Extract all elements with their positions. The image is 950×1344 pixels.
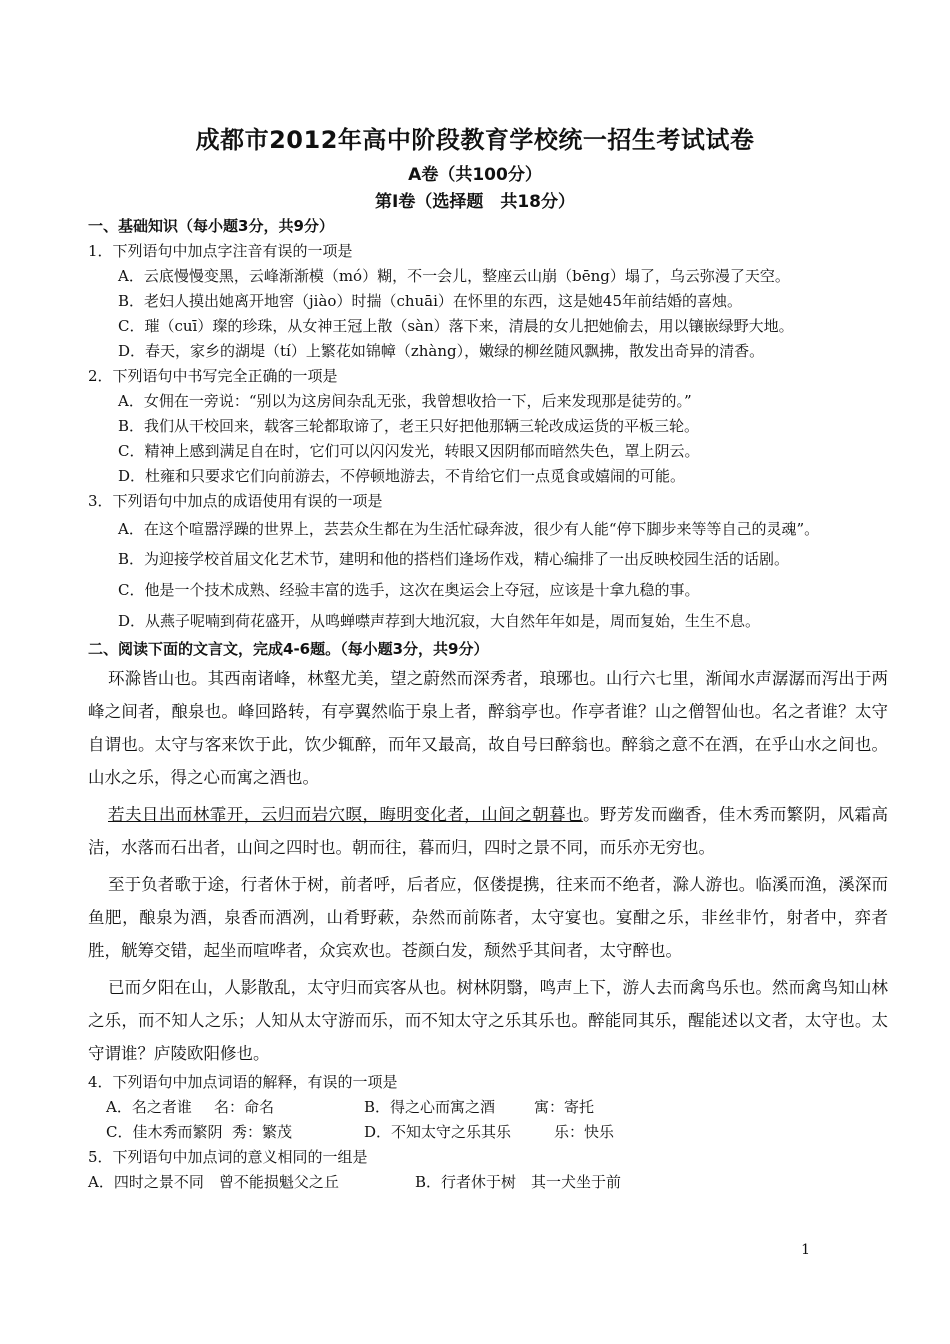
page-number: 1 [801, 1242, 810, 1258]
question-2-option-d: D．杜雍和只要求它们向前游去，不停顿地游去，不肯给它们一点觅食或嬉闹的可能。 [118, 467, 686, 485]
question-4-options-row-2 [106, 1120, 888, 1145]
question-4-options-row-1 [106, 1095, 888, 1120]
question-4-stem: 4．下列语句中加点词语的解释，有误的一项是 [88, 1073, 398, 1091]
exam-content [88, 214, 888, 1195]
question-4-option-c: C．佳木秀而繁阴 [106, 1123, 223, 1141]
question-4-option-d: D．不知太守之乐其乐 [364, 1123, 512, 1141]
question-1-stem: 1．下列语句中加点字注音有误的一项是 [88, 242, 353, 260]
question-4-option-b: B．得之心而寓之酒 [364, 1098, 496, 1116]
underlined-sentence: 若夫日出而林霏开，云归而岩穴暝，晦明变化者，山间之朝暮也 [108, 805, 584, 824]
passage-paragraph-2 [88, 798, 888, 864]
question-5-options-row-1 [88, 1170, 888, 1195]
question-3-option-b: B．为迎接学校首届文化艺术节，建明和他的搭档们逢场作戏，精心编排了一出反映校园生活的话剧。 [118, 550, 790, 568]
classical-passage [88, 662, 888, 1070]
question-3-option-d: D．从燕子呢喃到荷花盛开，从鸣蝉噤声荐到大地沉寂，大自然年年如是，周而复始，生生不息。 [118, 612, 761, 630]
part2-heading: 二、阅读下面的文言文，完成4-6题。（每小题3分，共9分） [88, 640, 489, 658]
passage-paragraph-3: 至于负者歌于途，行者休于树，前者呼，后者应，伛偻提携，往来而不绝者，滁人游也。临溪而渔，溪深而鱼肥，酿泉为酒，泉香而酒冽，山肴野蔌，杂然而前陈者，太守宴也。宴酣之乐，非丝非竹，射者中，弈者胜，觥筹交错，起坐而喧哗者，众宾欢也。苍颜白发，颓然乎其间者，太守醉也。 [88, 875, 888, 960]
question-4-option-a-gloss: 名：命名 [214, 1098, 275, 1116]
question-5-option-b: B．行者休于树 其一犬坐于前 [415, 1173, 622, 1191]
question-1-option-d: D．春天，家乡的湖堤（tí）上繁花如锦幛（zhàng），嫩绿的柳丝随风飘拂，散发出奇异的清香。 [118, 342, 765, 360]
question-2-stem: 2．下列语句中书写完全正确的一项是 [88, 367, 338, 385]
paper-a-subtitle: A卷（共100分） [408, 165, 542, 185]
question-1-option-c: C．璀（cuī）璨的珍珠，从女神王冠上散（sàn）落下来，清晨的女儿把她偷去，用以镶嵌绿野大地。 [118, 317, 794, 335]
question-3-option-a: A．在这个喧嚣浮躁的世界上，芸芸众生都在为生活忙碌奔波，很少有人能“停下脚步来等等自己的灵魂”。 [118, 520, 820, 538]
question-1-option-b: B．老妇人摸出她离开地窖（jiào）时揣（chuāi）在怀里的东西，这是她45年前结婚的喜烛。 [118, 292, 742, 310]
question-4-option-c-gloss: 秀：繁茂 [232, 1123, 293, 1141]
passage-paragraph-1: 环滁皆山也。其西南诸峰，林壑尤美，望之蔚然而深秀者，琅琊也。山行六七里，渐闻水声潺潺而泻出于两峰之间者，酿泉也。峰回路转，有亭翼然临于泉上者，醉翁亭也。作亭者谁？山之僧智仙也。名之者谁？太守自谓也。太守与客来饮于此，饮少辄醉，而年又最高，故自号曰醉翁也。醉翁之意不在酒，在乎山水之间也。山水之乐，得之心而寓之酒也。 [88, 669, 888, 787]
question-2-option-c: C．精神上感到满足自在时，它们可以闪闪发光，转眼又因阴郁而暗然失色，罩上阴云。 [118, 442, 700, 460]
question-3-option-c: C．他是一个技术成熟、经验丰富的选手，这次在奥运会上夺冠，应该是十拿九稳的事。 [118, 581, 700, 599]
part1-heading: 一、基础知识（每小题3分，共9分） [88, 217, 334, 235]
passage-paragraph-2-rest: 。野芳发而幽香，佳木秀而繁阴，风霜高洁，水落而石出者，山间之四时也。朝而往，暮而归，四时之景不同，而乐亦无穷也。 [88, 805, 889, 857]
question-2-option-b: B．我们从干校回来，载客三轮都取谛了，老王只好把他那辆三轮改成运货的平板三轮。 [118, 417, 700, 435]
passage-paragraph-4: 已而夕阳在山，人影散乱，太守归而宾客从也。树林阴翳，鸣声上下，游人去而禽鸟乐也。然而禽鸟知山林之乐，而不知人之乐；人知从太守游而乐，而不知太守之乐其乐也。醉能同其乐，醒能述以文者，太守也。太守谓谁？庐陵欧阳修也。 [88, 978, 888, 1063]
question-4-option-b-gloss: 寓：寄托 [534, 1098, 595, 1116]
page-title: 成都市2012年高中阶段教育学校统一招生考试试卷 [195, 126, 755, 154]
question-2-option-a: A．女佣在一旁说：“别以为这房间杂乱无张，我曾想收拾一下，后来发现那是徒劳的。” [118, 392, 692, 410]
question-4-option-a: A．名之者谁 [106, 1098, 192, 1116]
question-4-option-d-gloss: 乐：快乐 [554, 1123, 615, 1141]
question-1-option-a: A．云底慢慢变黑，云峰渐渐模（mó）糊，不一会儿，整座云山崩（bēng）塌了，乌云弥漫了天空。 [118, 267, 790, 285]
question-5-stem: 5．下列语句中加点词的意义相同的一组是 [88, 1148, 368, 1166]
question-5-option-a: A．四时之景不同 曾不能损魁父之丘 [88, 1173, 339, 1191]
section-i-title: 第Ⅰ卷（选择题 共18分） [375, 192, 575, 212]
question-3-stem: 3．下列语句中加点的成语使用有误的一项是 [88, 492, 383, 510]
